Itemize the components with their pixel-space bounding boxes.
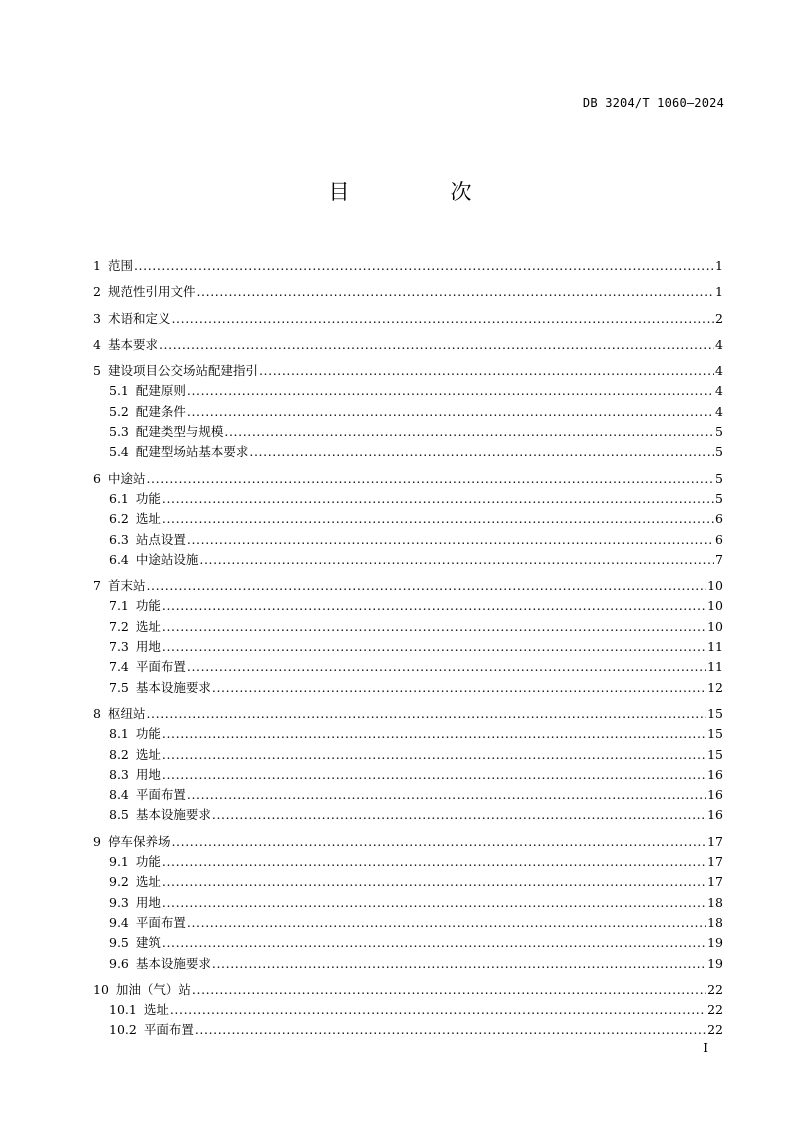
toc-dot-leader [162, 745, 706, 765]
toc-entry-page: 22 [707, 981, 723, 997]
toc-entry-title: 配建条件 [135, 403, 186, 419]
toc-entry-title: 功能 [135, 490, 161, 506]
toc-entry-number: 9.5 [109, 935, 129, 951]
page-number: I [703, 1041, 708, 1055]
toc-entry[interactable] [93, 913, 723, 933]
toc-entry-page: 11 [707, 659, 723, 675]
toc-entry[interactable] [93, 893, 723, 913]
document-code: DB 3204/T 1060—2024 [582, 96, 724, 110]
toc-entry-page: 2 [715, 310, 723, 326]
toc-entry-page: 17 [707, 833, 723, 849]
toc-entry-title: 规范性引用文件 [107, 284, 196, 300]
toc-entry-title: 基本设施要求 [135, 955, 211, 971]
toc-entry-number: 7.5 [109, 679, 129, 695]
toc-entry-number: 10 [93, 981, 109, 997]
toc-entry[interactable] [93, 596, 723, 616]
toc-entry[interactable] [93, 872, 723, 892]
toc-entry-page: 4 [715, 363, 723, 379]
toc-dot-leader [162, 765, 706, 785]
toc-entry-title: 用地 [135, 766, 161, 782]
toc-entry-number: 7.2 [109, 618, 129, 634]
toc-entry-title: 站点设置 [135, 531, 186, 547]
toc-entry-page: 5 [715, 444, 723, 460]
toc-dot-leader [212, 678, 706, 698]
toc-entry-page: 16 [707, 766, 723, 782]
toc-entry-number: 5.2 [109, 403, 129, 419]
toc-entry-number: 8.2 [109, 746, 129, 762]
toc-entry[interactable] [93, 980, 723, 1000]
toc-entry-page: 15 [707, 746, 723, 762]
toc-dot-leader [187, 657, 706, 677]
toc-entry[interactable] [93, 335, 723, 355]
toc-entry-page: 17 [707, 874, 723, 890]
toc-entry-title: 功能 [135, 854, 161, 870]
toc-entry-page: 15 [707, 726, 723, 742]
toc-entry[interactable] [93, 765, 723, 785]
toc-dot-leader [146, 576, 706, 596]
toc-entry-page: 6 [715, 531, 723, 547]
toc-entry-title: 选址 [135, 746, 161, 762]
toc-entry[interactable] [93, 282, 723, 302]
toc-entry-page: 18 [707, 914, 723, 930]
toc-dot-leader [187, 785, 706, 805]
table-of-contents [93, 250, 723, 1041]
toc-dot-leader [162, 852, 706, 872]
toc-entry-page: 4 [715, 383, 723, 399]
toc-entry[interactable] [93, 381, 723, 401]
toc-entry-page: 17 [707, 854, 723, 870]
toc-dot-leader [192, 980, 706, 1000]
toc-entry-number: 2 [93, 284, 101, 300]
toc-dot-leader [134, 256, 714, 276]
toc-entry-number: 8 [93, 705, 101, 721]
toc-entry-title: 枢纽站 [107, 705, 146, 721]
toc-entry[interactable] [93, 852, 723, 872]
toc-dot-leader [187, 913, 706, 933]
toc-entry-page: 5 [715, 490, 723, 506]
toc-entry-page: 1 [715, 258, 723, 273]
toc-entry-title: 基本设施要求 [135, 807, 211, 823]
toc-entry[interactable] [93, 442, 723, 462]
toc-entry[interactable] [93, 1000, 723, 1020]
toc-dot-leader [162, 489, 714, 509]
toc-entry-number: 6.2 [109, 511, 129, 527]
toc-entry-number: 5.3 [109, 424, 129, 440]
toc-entry-page: 5 [715, 424, 723, 440]
toc-dot-leader [146, 469, 714, 489]
toc-entry-number: 7.3 [109, 639, 129, 655]
toc-entry[interactable] [93, 954, 723, 974]
toc-dot-leader [212, 805, 706, 825]
toc-dot-leader [162, 637, 706, 657]
toc-entry-title: 平面布置 [135, 914, 186, 930]
toc-entry-title: 用地 [135, 639, 161, 655]
toc-entry-number: 8.3 [109, 766, 129, 782]
toc-dot-leader [196, 282, 714, 302]
toc-entry-page: 4 [715, 336, 723, 352]
page-title: 目 次 [328, 180, 512, 204]
toc-entry-number: 9 [93, 833, 101, 849]
toc-entry-page: 11 [707, 639, 723, 655]
toc-entry-number: 9.1 [109, 854, 129, 870]
toc-dot-leader [162, 724, 706, 744]
toc-dot-leader [162, 617, 706, 637]
toc-entry-number: 9.2 [109, 874, 129, 890]
toc-entry-page: 22 [707, 1002, 723, 1018]
toc-entry-title: 首末站 [107, 578, 146, 594]
toc-entry-title: 配建类型与规模 [135, 424, 224, 440]
toc-entry-title: 平面布置 [135, 787, 186, 803]
toc-entry-title: 选址 [135, 511, 161, 527]
toc-entry[interactable] [93, 530, 723, 550]
toc-entry[interactable] [93, 489, 723, 509]
toc-entry-number: 6 [93, 470, 101, 486]
toc-dot-leader [170, 1000, 706, 1020]
toc-dot-leader [162, 893, 706, 913]
toc-entry-number: 5 [93, 363, 101, 379]
toc-entry-title: 选址 [135, 618, 161, 634]
toc-entry-title: 中途站 [107, 470, 146, 486]
toc-entry-number: 7.4 [109, 659, 129, 675]
toc-entry-number: 6.4 [109, 551, 129, 567]
toc-entry-page: 7 [715, 551, 723, 567]
toc-entry-title: 停车保养场 [107, 833, 171, 849]
toc-dot-leader [162, 933, 706, 953]
toc-dot-leader [187, 402, 714, 422]
toc-entry-title: 平面布置 [143, 1022, 194, 1038]
toc-entry[interactable] [93, 361, 723, 381]
toc-entry-number: 9.3 [109, 894, 129, 910]
toc-dot-leader [187, 530, 714, 550]
toc-entry[interactable] [93, 785, 723, 805]
toc-dot-leader [249, 442, 714, 462]
toc-entry[interactable] [93, 509, 723, 529]
toc-entry[interactable] [93, 704, 723, 724]
toc-entry-title: 配建原则 [135, 383, 186, 399]
toc-entry-title: 选址 [135, 874, 161, 890]
toc-entry-title: 基本要求 [107, 336, 158, 352]
toc-dot-leader [162, 596, 706, 616]
toc-entry-page: 6 [715, 511, 723, 527]
toc-entry-page: 16 [707, 807, 723, 823]
toc-entry[interactable] [93, 309, 723, 329]
toc-dot-leader [162, 872, 706, 892]
toc-entry[interactable] [93, 678, 723, 698]
toc-entry-number: 7 [93, 578, 101, 594]
toc-entry-page: 18 [707, 894, 723, 910]
toc-dot-leader [162, 509, 714, 529]
toc-entry-number: 9.4 [109, 914, 129, 930]
toc-entry-number: 6.3 [109, 531, 129, 547]
toc-entry[interactable] [93, 617, 723, 637]
toc-entry-number: 8.4 [109, 787, 129, 803]
toc-entry[interactable] [93, 657, 723, 677]
toc-entry-number: 8.5 [109, 807, 129, 823]
toc-dot-leader [171, 309, 714, 329]
toc-dot-leader [195, 1020, 706, 1040]
toc-entry-page: 10 [707, 578, 723, 594]
toc-entry-number: 8.1 [109, 726, 129, 742]
toc-entry-number: 5.4 [109, 444, 129, 460]
toc-entry[interactable] [93, 422, 723, 442]
toc-entry-page: 22 [707, 1022, 723, 1038]
toc-entry[interactable] [93, 402, 723, 422]
toc-entry-page: 4 [715, 403, 723, 419]
toc-dot-leader [159, 335, 714, 355]
toc-dot-leader [199, 550, 714, 570]
toc-entry-title: 用地 [135, 894, 161, 910]
toc-entry[interactable] [93, 256, 723, 276]
toc-entry[interactable] [93, 550, 723, 570]
toc-entry-page: 12 [707, 679, 723, 695]
toc-entry-title: 加油（气）站 [115, 981, 191, 997]
toc-entry-page: 15 [707, 705, 723, 721]
toc-entry[interactable] [93, 805, 723, 825]
toc-entry-page: 19 [707, 955, 723, 971]
toc-entry[interactable] [93, 724, 723, 744]
toc-entry-page: 5 [715, 470, 723, 486]
toc-entry-number: 7.1 [109, 598, 129, 614]
toc-entry[interactable] [93, 637, 723, 657]
toc-entry-title: 功能 [135, 726, 161, 742]
toc-entry-title: 中途站设施 [135, 551, 199, 567]
toc-entry-number: 10.1 [109, 1002, 137, 1018]
toc-entry-title: 选址 [143, 1002, 169, 1018]
toc-entry[interactable] [93, 469, 723, 489]
toc-entry-number: 10.2 [109, 1022, 137, 1038]
toc-dot-leader [259, 361, 714, 381]
toc-entry-page: 19 [707, 935, 723, 951]
toc-dot-leader [212, 954, 706, 974]
toc-entry-number: 1 [93, 258, 101, 273]
toc-dot-leader [146, 704, 706, 724]
toc-entry-title: 平面布置 [135, 659, 186, 675]
toc-entry-page: 16 [707, 787, 723, 803]
toc-entry[interactable] [93, 832, 723, 852]
toc-entry-number: 9.6 [109, 955, 129, 971]
toc-dot-leader [224, 422, 714, 442]
toc-entry-title: 基本设施要求 [135, 679, 211, 695]
toc-entry-number: 3 [93, 310, 101, 326]
toc-entry-title: 范围 [107, 258, 133, 273]
toc-dot-leader [187, 381, 714, 401]
toc-entry[interactable] [93, 745, 723, 765]
toc-entry-title: 术语和定义 [107, 310, 171, 326]
toc-entry-page: 10 [707, 598, 723, 614]
toc-dot-leader [171, 832, 706, 852]
toc-entry-number: 6.1 [109, 490, 129, 506]
toc-entry-number: 4 [93, 336, 101, 352]
toc-entry-title: 建设项目公交场站配建指引 [107, 363, 258, 379]
toc-entry-page: 1 [715, 284, 723, 300]
toc-entry[interactable] [93, 576, 723, 596]
toc-entry-page: 10 [707, 618, 723, 634]
toc-entry-title: 功能 [135, 598, 161, 614]
toc-entry[interactable] [93, 933, 723, 953]
toc-entry-title: 建筑 [135, 935, 161, 951]
toc-entry-title: 配建型场站基本要求 [135, 444, 249, 460]
toc-entry-number: 5.1 [109, 383, 129, 399]
toc-entry[interactable] [93, 1020, 723, 1040]
